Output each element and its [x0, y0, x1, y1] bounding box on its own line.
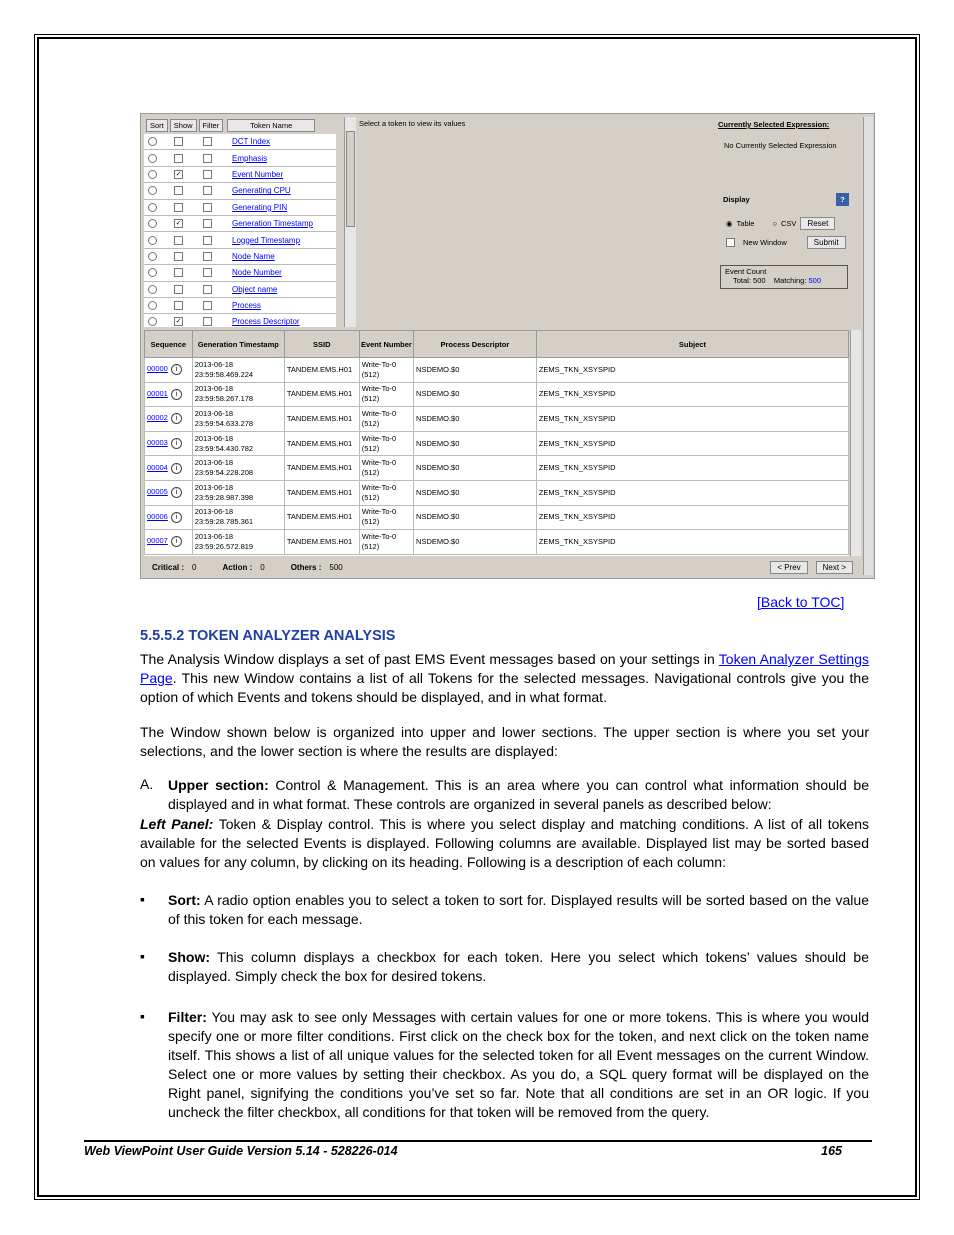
info-icon[interactable]: i [171, 463, 182, 474]
token-name-link[interactable]: Process [232, 301, 261, 311]
token-row [144, 265, 336, 281]
back-to-toc-link[interactable]: [Back to TOC] [757, 594, 845, 610]
ts-time: 23:59:58.469.224 [194, 369, 254, 379]
process-descriptor-cell: NSDEMO.$0 [414, 505, 537, 530]
sort-radio[interactable] [148, 219, 157, 228]
bullet-icon: ▪ [140, 891, 145, 907]
event-name: Write-To-0 [361, 384, 397, 394]
values-panel [357, 117, 717, 327]
next-button[interactable]: Next > [816, 561, 853, 574]
show-header-button[interactable]: Show [170, 119, 197, 132]
token-name-link[interactable]: Generating PIN [232, 202, 288, 212]
matching-value: 500 [808, 276, 822, 285]
process-descriptor-cell: NSDEMO.$0 [414, 407, 537, 432]
info-icon[interactable]: i [171, 512, 182, 523]
page-footer [84, 1140, 872, 1158]
show-text: This column displays a checkbox for each token. Here you select which tokens’ values should be displayed. Simply check the box for desired tokens. [168, 949, 869, 984]
item-a [168, 776, 869, 814]
info-icon[interactable]: i [171, 487, 182, 498]
subject-cell: ZEMS_TKN_XSYSPID [536, 456, 848, 481]
sequence-link[interactable]: 00007 [147, 536, 168, 546]
sort-bold: Sort: [168, 892, 201, 908]
filter-checkbox[interactable] [203, 154, 212, 163]
ts-date: 2013-06-18 [194, 384, 234, 394]
ssid-cell: TANDEM.EMS.H01 [284, 358, 359, 383]
sequence-link[interactable]: 00003 [147, 438, 168, 448]
event-number: (512) [361, 492, 380, 502]
help-icon[interactable]: ? [836, 193, 849, 206]
ssid-cell: TANDEM.EMS.H01 [284, 407, 359, 432]
sort-radio[interactable] [148, 170, 157, 179]
ts-time: 23:59:28.987.398 [194, 492, 254, 502]
expression-title: Currently Selected Expression: [718, 120, 830, 129]
page-number: 165 [821, 1144, 842, 1158]
filter-checkbox[interactable] [203, 317, 212, 326]
show-checkbox[interactable]: ✓ [175, 318, 182, 326]
token-name-link[interactable]: Generating CPU [232, 186, 291, 196]
token-list [144, 134, 336, 327]
event-number: (512) [361, 394, 380, 404]
subject-cell: ZEMS_TKN_XSYSPID [536, 382, 848, 407]
ssid-cell: TANDEM.EMS.H01 [284, 431, 359, 456]
column-header[interactable]: Subject [536, 331, 848, 358]
display-label: Display [723, 195, 750, 204]
sort-radio[interactable] [148, 252, 157, 261]
token-row [144, 298, 336, 314]
sort-radio[interactable] [148, 186, 157, 195]
show-bold: Show: [168, 949, 210, 965]
table-row[interactable] [145, 530, 849, 555]
sort-radio[interactable] [148, 285, 157, 294]
others-count: 500 [329, 562, 343, 572]
sequence-link[interactable]: 00000 [147, 364, 168, 374]
token-name-link[interactable]: Process Descriptor [232, 317, 300, 327]
status-bar [144, 560, 859, 574]
intro-text-a: The Analysis Window displays a set of past EMS Event messages based on your settings in [140, 651, 719, 667]
token-name-link[interactable]: Object name [232, 284, 278, 294]
sequence-link[interactable]: 00004 [147, 462, 168, 472]
new-window-checkbox[interactable] [726, 238, 735, 247]
bullet-show [168, 948, 869, 986]
show-checkbox[interactable] [174, 252, 183, 261]
token-name-link[interactable]: DCT Index [232, 137, 271, 147]
event-number: (512) [361, 369, 380, 379]
ssid-cell: TANDEM.EMS.H01 [284, 480, 359, 505]
section-heading: 5.5.5.2 TOKEN ANALYZER ANALYSIS [140, 628, 396, 644]
subject-cell: ZEMS_TKN_XSYSPID [536, 480, 848, 505]
show-checkbox[interactable] [174, 236, 183, 245]
table-row[interactable] [145, 358, 849, 383]
show-checkbox[interactable] [174, 301, 183, 310]
filter-checkbox[interactable] [203, 186, 212, 195]
show-checkbox[interactable] [174, 137, 183, 146]
paragraph-intro [140, 650, 869, 707]
token-row [144, 150, 336, 166]
settings-page-link[interactable]: Token Analyzer Settings Page [140, 651, 869, 686]
token-row [144, 232, 336, 248]
process-descriptor-cell: NSDEMO.$0 [414, 358, 537, 383]
show-checkbox[interactable] [174, 154, 183, 163]
intro-text-b: . This new Window contains a list of all Tokens for the selected messages. Navigational controls give you the option of which Events and tokens should be displayed, and in what format. [140, 670, 869, 705]
token-row [144, 167, 336, 183]
csv-radio[interactable]: ○ [772, 219, 778, 228]
sort-radio[interactable] [148, 137, 157, 146]
reset-button[interactable]: Reset [800, 217, 835, 230]
left-panel-bold: Left Panel: [140, 816, 214, 832]
item-a-bold: Upper section: [168, 777, 269, 793]
show-checkbox[interactable]: ✓ [175, 170, 182, 178]
ts-date: 2013-06-18 [194, 507, 234, 517]
table-row[interactable] [145, 431, 849, 456]
scroll-thumb[interactable] [346, 131, 355, 227]
info-icon[interactable]: i [171, 536, 182, 547]
token-row [144, 200, 336, 216]
filter-checkbox[interactable] [203, 203, 212, 212]
table-row[interactable] [145, 480, 849, 505]
info-icon[interactable]: i [171, 389, 182, 400]
ts-date: 2013-06-18 [194, 531, 234, 541]
sequence-link[interactable]: 00006 [147, 511, 168, 521]
events-table [144, 330, 849, 555]
analysis-window-screenshot [140, 113, 875, 579]
event-number: (512) [361, 443, 380, 453]
ssid-cell: TANDEM.EMS.H01 [284, 530, 359, 555]
info-icon[interactable]: i [171, 413, 182, 424]
filter-text: You may ask to see only Messages with certain values for one or more tokens. This is where you would specify one or more filter conditions. First click on the check box for the token, and next click on the token name itself. This shows a list of all unique values for the selected token for all Event messages on the current Window. Select one or more values by setting their checkbox. As you do, a SQL query format will be displayed on the Right panel, signifying the conditions you’ve set so far. Note that all conditions are set in an OR logic. If you uncheck the filter checkbox, all conditions for that token will be removed from the query. [168, 1009, 869, 1120]
critical-label: Critical : [152, 562, 185, 572]
column-header[interactable]: Generation Timestamp [192, 331, 284, 358]
token-name-link[interactable]: Node Number [232, 268, 282, 278]
token-header [144, 117, 336, 134]
sort-radio[interactable] [148, 203, 157, 212]
event-name: Write-To-0 [361, 408, 397, 418]
show-checkbox[interactable] [174, 203, 183, 212]
token-name-link[interactable]: Event Number [232, 169, 284, 179]
token-scrollbar[interactable] [344, 117, 356, 327]
sort-radio[interactable] [148, 154, 157, 163]
action-count: 0 [260, 562, 265, 572]
token-name-header-button[interactable]: Token Name [227, 119, 315, 132]
bullet-icon: ▪ [140, 1008, 145, 1024]
left-panel-text: Token & Display control. This is where you select display and matching conditions. A list of all tokens available for the selected Events is displayed. Following columns are available. Displayed list may be sorted based on values for any column, by clicking on its heading. Following is a description of each column: [140, 816, 869, 870]
event-number: (512) [361, 468, 380, 478]
table-row[interactable] [145, 407, 849, 432]
event-name: Write-To-0 [361, 458, 397, 468]
events-table-panel [144, 330, 849, 556]
ssid-cell: TANDEM.EMS.H01 [284, 382, 359, 407]
table-scrollbar[interactable] [850, 330, 861, 556]
token-row [144, 282, 336, 298]
event-count-box [720, 265, 848, 289]
process-descriptor-cell: NSDEMO.$0 [414, 456, 537, 481]
table-option-label: Table [736, 219, 755, 228]
bullet-sort [168, 891, 869, 929]
token-row [144, 216, 336, 232]
filter-checkbox[interactable] [203, 268, 212, 277]
subject-cell: ZEMS_TKN_XSYSPID [536, 431, 848, 456]
show-checkbox[interactable] [174, 186, 183, 195]
process-descriptor-cell: NSDEMO.$0 [414, 431, 537, 456]
sort-radio[interactable] [148, 236, 157, 245]
expression-value: No Currently Selected Expression [724, 141, 837, 150]
ts-time: 23:59:26.572.819 [194, 541, 254, 551]
filter-checkbox[interactable] [203, 236, 212, 245]
filter-bold: Filter: [168, 1009, 207, 1025]
sort-radio[interactable] [148, 317, 157, 326]
sequence-link[interactable]: 00005 [147, 487, 168, 497]
column-header[interactable]: SSID [284, 331, 359, 358]
sort-radio[interactable] [148, 268, 157, 277]
total-value: 500 [753, 276, 766, 285]
token-name-link[interactable]: Node Name [232, 251, 275, 261]
csv-option-label: CSV [781, 219, 797, 228]
column-header[interactable]: Sequence [145, 331, 193, 358]
prev-button[interactable]: < Prev [770, 561, 807, 574]
bullet-icon: ▪ [140, 948, 145, 964]
event-name: Write-To-0 [361, 507, 397, 517]
footer-title: Web ViewPoint User Guide Version 5.14 - 528226-014 [84, 1144, 398, 1158]
sequence-link[interactable]: 00001 [147, 388, 168, 398]
ts-time: 23:59:58.267.178 [194, 394, 254, 404]
show-checkbox[interactable]: ✓ [175, 220, 182, 228]
filter-checkbox[interactable] [203, 301, 212, 310]
event-number: (512) [361, 541, 380, 551]
window-scrollbar[interactable] [863, 117, 873, 575]
bullet-filter [168, 1008, 869, 1134]
subject-cell: ZEMS_TKN_XSYSPID [536, 358, 848, 383]
ts-date: 2013-06-18 [194, 408, 234, 418]
sort-text: A radio option enables you to select a token to sort for. Displayed results will be sorted based on the value of this token for each message. [168, 892, 869, 927]
show-checkbox[interactable] [174, 268, 183, 277]
filter-checkbox[interactable] [203, 219, 212, 228]
subject-cell: ZEMS_TKN_XSYSPID [536, 530, 848, 555]
matching-label: Matching: [773, 276, 807, 285]
left-panel-paragraph [140, 815, 869, 872]
token-row [144, 314, 336, 327]
filter-header-button[interactable]: Filter [199, 119, 224, 132]
process-descriptor-cell: NSDEMO.$0 [414, 530, 537, 555]
show-checkbox[interactable] [174, 285, 183, 294]
table-row[interactable] [145, 382, 849, 407]
process-descriptor-cell: NSDEMO.$0 [414, 480, 537, 505]
ts-date: 2013-06-18 [194, 359, 234, 369]
token-row [144, 134, 336, 150]
new-window-label: New Window [743, 238, 787, 247]
ssid-cell: TANDEM.EMS.H01 [284, 505, 359, 530]
critical-count: 0 [192, 562, 197, 572]
info-icon[interactable]: i [171, 364, 182, 375]
token-row [144, 249, 336, 265]
table-row[interactable] [145, 456, 849, 481]
sequence-link[interactable]: 00002 [147, 413, 168, 423]
sort-header-button[interactable]: Sort [146, 119, 168, 132]
item-a-text: Control & Management. This is an area where you can control what information should be displayed and in what format. These controls are organized in several panels as described below: [168, 777, 869, 812]
event-number: (512) [361, 418, 380, 428]
submit-button[interactable]: Submit [807, 236, 846, 249]
ts-date: 2013-06-18 [194, 433, 234, 443]
ts-time: 23:59:54.633.278 [194, 418, 254, 428]
event-name: Write-To-0 [361, 359, 397, 369]
action-label: Action : [222, 562, 253, 572]
token-name-link[interactable]: Emphasis [232, 153, 268, 163]
event-count-label: Event Count [725, 267, 767, 276]
token-name-link[interactable]: Logged Timestamp [232, 235, 301, 245]
others-label: Others : [290, 562, 322, 572]
value-prompt: Select a token to view its values [359, 119, 466, 128]
event-name: Write-To-0 [361, 531, 397, 541]
table-row[interactable] [145, 505, 849, 530]
paragraph-window: The Window shown below is organized into upper and lower sections. The upper section is where you set your selections, and the lower section is where the results are displayed: [140, 724, 869, 759]
event-name: Write-To-0 [361, 433, 397, 443]
item-a-marker: A. [140, 776, 154, 792]
ts-time: 23:59:54.228.208 [194, 468, 254, 478]
subject-cell: ZEMS_TKN_XSYSPID [536, 407, 848, 432]
total-label: Total: [733, 276, 751, 285]
column-header[interactable]: Process Descriptor [414, 331, 537, 358]
table-radio[interactable]: ◉ [726, 219, 733, 228]
ts-date: 2013-06-18 [194, 482, 234, 492]
event-number: (512) [361, 517, 380, 527]
info-icon[interactable]: i [171, 438, 182, 449]
ssid-cell: TANDEM.EMS.H01 [284, 456, 359, 481]
right-panel [718, 117, 863, 327]
filter-checkbox[interactable] [203, 137, 212, 146]
token-panel [144, 117, 336, 327]
event-name: Write-To-0 [361, 482, 397, 492]
ts-time: 23:59:54.430.782 [194, 443, 254, 453]
subject-cell: ZEMS_TKN_XSYSPID [536, 505, 848, 530]
column-header[interactable]: Event Number [359, 331, 413, 358]
ts-date: 2013-06-18 [194, 458, 234, 468]
sort-radio[interactable] [148, 301, 157, 310]
ts-time: 23:59:28.785.361 [194, 517, 254, 527]
token-name-link[interactable]: Generation Timestamp [232, 219, 313, 229]
filter-checkbox[interactable] [203, 285, 212, 294]
filter-checkbox[interactable] [203, 252, 212, 261]
process-descriptor-cell: NSDEMO.$0 [414, 382, 537, 407]
token-row [144, 183, 336, 199]
filter-checkbox[interactable] [203, 170, 212, 179]
